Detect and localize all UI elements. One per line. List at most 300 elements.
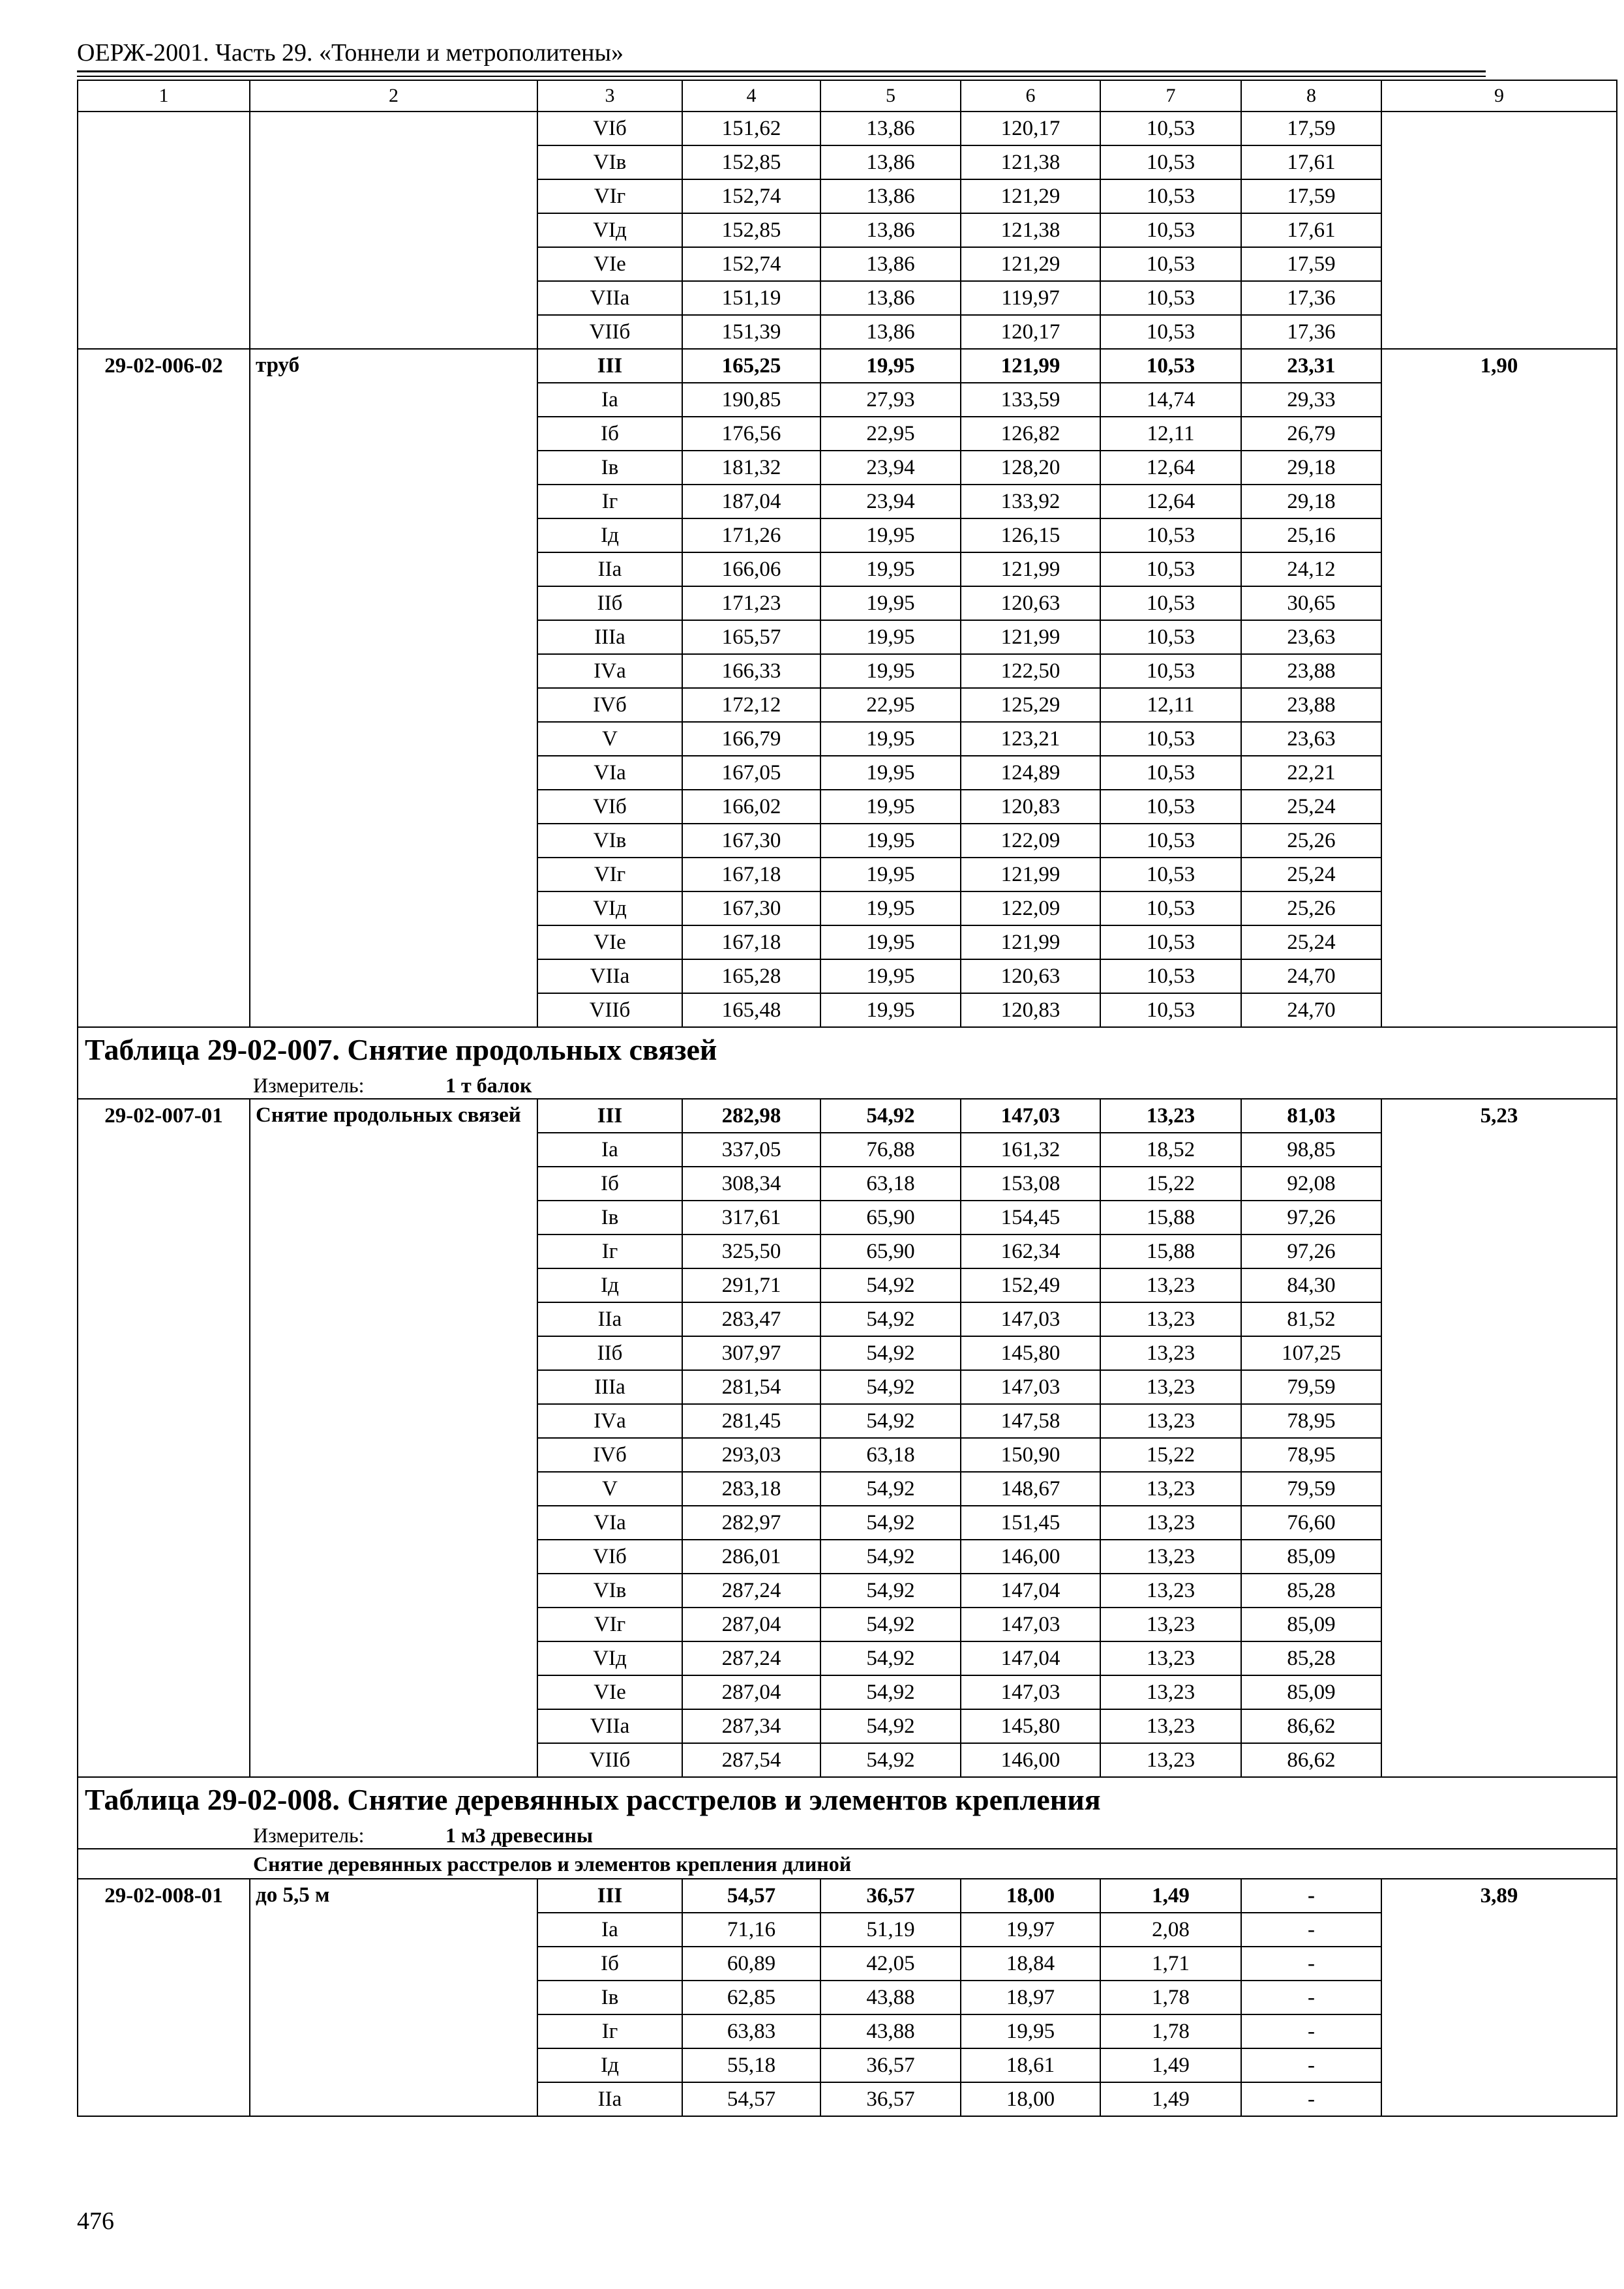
item-name: до 5,5 м [250,1879,537,2116]
value-cell: 13,23 [1100,1608,1241,1641]
value-cell: 10,53 [1100,858,1241,891]
value-cell: 60,89 [682,1947,820,1981]
table-title: Таблица 29-02-008. Снятие деревянных расстрелов и элементов крепления [78,1777,1617,1822]
value-cell: - [1241,2048,1381,2082]
zone-code: IIIа [537,620,682,654]
zone-code: IIIа [537,1370,682,1404]
value-cell: 54,92 [820,1370,961,1404]
value-cell: 29,18 [1241,451,1381,485]
value-cell: - [1241,1947,1381,1981]
value-cell: 24,70 [1241,959,1381,993]
value-cell: 15,22 [1100,1438,1241,1472]
value-cell: 54,92 [820,1641,961,1675]
value-cell: 13,23 [1100,1268,1241,1302]
value-cell: 13,23 [1100,1370,1241,1404]
value-cell: 18,52 [1100,1133,1241,1167]
zone-code: Iб [537,1947,682,1981]
value-cell: 121,99 [961,925,1100,959]
value-cell: 85,28 [1241,1641,1381,1675]
value-cell: 166,06 [682,552,820,586]
value-cell: 10,53 [1100,722,1241,756]
value-cell: 133,92 [961,485,1100,518]
value-cell: 13,23 [1100,1506,1241,1540]
value-cell: 121,99 [961,552,1100,586]
value-cell: 282,97 [682,1506,820,1540]
value-cell: 14,74 [1100,383,1241,417]
value-cell: 54,92 [820,1099,961,1133]
value-cell: 10,53 [1100,213,1241,247]
table-title-row [78,1777,1617,1822]
value-cell: 54,92 [820,1268,961,1302]
value-cell: 152,74 [682,247,820,281]
value-cell: 10,53 [1100,824,1241,858]
value-cell: 287,24 [682,1641,820,1675]
value-cell: 153,08 [961,1167,1100,1201]
value-cell: 85,09 [1241,1675,1381,1709]
value-cell: 36,57 [820,2082,961,2116]
column-number: 5 [820,80,961,112]
value-cell: 125,29 [961,688,1100,722]
value-cell: 147,03 [961,1675,1100,1709]
value-cell: 25,24 [1241,858,1381,891]
value-cell: 165,48 [682,993,820,1027]
value-cell: 120,17 [961,315,1100,349]
value-cell: 152,85 [682,145,820,179]
value-cell: 13,23 [1100,1404,1241,1438]
value-cell: 10,53 [1100,620,1241,654]
measure-label: Измеритель: [253,1823,365,1847]
column-number: 1 [78,80,250,112]
value-cell: 29,33 [1241,383,1381,417]
zone-code: Iа [537,1913,682,1947]
value-cell: 121,38 [961,145,1100,179]
value-cell: 54,92 [820,1506,961,1540]
value-cell: 151,39 [682,315,820,349]
value-cell: 287,04 [682,1608,820,1641]
value-cell: 19,95 [820,620,961,654]
value-cell: 19,95 [820,925,961,959]
value-cell: 13,86 [820,281,961,315]
table-title-row [78,1027,1617,1072]
value-cell: 79,59 [1241,1472,1381,1506]
zone-code: VIа [537,1506,682,1540]
value-cell: 121,99 [961,349,1100,383]
extra-value: 5,23 [1381,1099,1617,1777]
zone-code: Iб [537,1167,682,1201]
value-cell: 23,31 [1241,349,1381,383]
zone-code: Iг [537,2014,682,2048]
extra-value: 1,90 [1381,349,1617,1027]
value-cell: 23,88 [1241,654,1381,688]
value-cell: 19,95 [820,891,961,925]
value-cell: 19,95 [820,756,961,790]
column-number: 9 [1381,80,1617,112]
value-cell: 54,57 [682,2082,820,2116]
value-cell: 325,50 [682,1234,820,1268]
value-cell: 30,65 [1241,586,1381,620]
value-cell: 165,25 [682,349,820,383]
zone-code: Iв [537,451,682,485]
column-number: 2 [250,80,537,112]
zone-code: VIе [537,1675,682,1709]
zone-code: VIб [537,1540,682,1574]
subheading: Снятие деревянных расстрелов и элементов крепления длиной [78,1849,1617,1879]
value-cell: 121,29 [961,179,1100,213]
measure-value: 1 т балок [445,1073,532,1097]
value-cell: 166,79 [682,722,820,756]
value-cell: 287,24 [682,1574,820,1608]
value-cell: 13,23 [1100,1336,1241,1370]
value-cell: 18,97 [961,1981,1100,2014]
value-cell: 76,60 [1241,1506,1381,1540]
value-cell: 10,53 [1100,891,1241,925]
zone-code: VIв [537,824,682,858]
value-cell: 51,19 [820,1913,961,1947]
zone-code: IIа [537,552,682,586]
value-cell: 167,18 [682,925,820,959]
value-cell: 54,92 [820,1743,961,1777]
value-cell: 36,57 [820,2048,961,2082]
value-cell: 54,92 [820,1675,961,1709]
value-cell: 86,62 [1241,1743,1381,1777]
value-cell: 166,02 [682,790,820,824]
value-cell: 15,88 [1100,1234,1241,1268]
value-cell: - [1241,1913,1381,1947]
item-name [250,112,537,349]
value-cell: 54,92 [820,1404,961,1438]
value-cell: 86,62 [1241,1709,1381,1743]
value-cell: 120,83 [961,790,1100,824]
value-cell: 10,53 [1100,756,1241,790]
value-cell: 10,53 [1100,993,1241,1027]
value-cell: 152,85 [682,213,820,247]
value-cell: 10,53 [1100,349,1241,383]
value-cell: 12,64 [1100,485,1241,518]
value-cell: 15,88 [1100,1201,1241,1234]
zone-code: Iг [537,1234,682,1268]
value-cell: 25,24 [1241,925,1381,959]
header-rule-thin [77,76,1486,77]
zone-code: Iд [537,2048,682,2082]
value-cell: 10,53 [1100,179,1241,213]
value-cell: 13,23 [1100,1472,1241,1506]
value-cell: 337,05 [682,1133,820,1167]
value-cell: 65,90 [820,1201,961,1234]
value-cell: 54,92 [820,1472,961,1506]
zone-code: VIIб [537,315,682,349]
item-name: труб [250,349,537,1027]
value-cell: 126,15 [961,518,1100,552]
value-cell: 19,95 [820,790,961,824]
value-cell: - [1241,1879,1381,1913]
zone-code: VIд [537,213,682,247]
value-cell: 10,53 [1100,925,1241,959]
value-cell: 54,92 [820,1608,961,1641]
value-cell: 19,95 [820,722,961,756]
value-cell: 307,97 [682,1336,820,1370]
zone-code: III [537,1879,682,1913]
value-cell: - [1241,2014,1381,2048]
value-cell: 81,03 [1241,1099,1381,1133]
value-cell: 17,59 [1241,112,1381,145]
value-cell: 10,53 [1100,518,1241,552]
value-cell: 19,95 [820,349,961,383]
value-cell: 24,12 [1241,552,1381,586]
value-cell: 10,53 [1100,315,1241,349]
zone-code: VIд [537,1641,682,1675]
value-cell: 19,95 [961,2014,1100,2048]
value-cell: 172,12 [682,688,820,722]
value-cell: 287,54 [682,1743,820,1777]
table-row [78,1099,1617,1133]
value-cell: 281,54 [682,1370,820,1404]
value-cell: 13,23 [1100,1743,1241,1777]
column-number: 7 [1100,80,1241,112]
value-cell: 167,18 [682,858,820,891]
value-cell: 286,01 [682,1540,820,1574]
measure-label: Измеритель: [253,1073,365,1097]
value-cell: 167,05 [682,756,820,790]
value-cell: 146,00 [961,1743,1100,1777]
value-cell: 19,95 [820,654,961,688]
value-cell: 1,78 [1100,1981,1241,2014]
value-cell: 167,30 [682,824,820,858]
value-cell: 19,95 [820,552,961,586]
value-cell: 12,64 [1100,451,1241,485]
value-cell: 13,86 [820,315,961,349]
value-cell: 13,86 [820,145,961,179]
zone-code: IIа [537,2082,682,2116]
zone-code: Iа [537,383,682,417]
column-number-row [78,80,1617,112]
value-cell: 13,23 [1100,1540,1241,1574]
zone-code: III [537,349,682,383]
value-cell: 120,83 [961,993,1100,1027]
value-cell: 121,29 [961,247,1100,281]
measure-value: 1 м3 древесины [445,1823,593,1847]
value-cell: 171,23 [682,586,820,620]
value-cell: 167,30 [682,891,820,925]
zone-code: V [537,1472,682,1506]
value-cell: 13,86 [820,247,961,281]
zone-code: III [537,1099,682,1133]
value-cell: 154,45 [961,1201,1100,1234]
zone-code: Iа [537,1133,682,1167]
item-code: 29-02-008-01 [78,1879,250,2116]
value-cell: 10,53 [1100,586,1241,620]
value-cell: 85,28 [1241,1574,1381,1608]
value-cell: 19,95 [820,824,961,858]
value-cell: 43,88 [820,2014,961,2048]
column-number: 3 [537,80,682,112]
value-cell: 1,78 [1100,2014,1241,2048]
column-number: 4 [682,80,820,112]
value-cell: 78,95 [1241,1404,1381,1438]
value-cell: 128,20 [961,451,1100,485]
value-cell: 162,34 [961,1234,1100,1268]
value-cell: 63,83 [682,2014,820,2048]
value-cell: 25,24 [1241,790,1381,824]
rates-table [77,80,1617,2117]
value-cell: 23,88 [1241,688,1381,722]
zone-code: VIг [537,858,682,891]
value-cell: 317,61 [682,1201,820,1234]
value-cell: 165,28 [682,959,820,993]
value-cell: 26,79 [1241,417,1381,451]
value-cell: 283,47 [682,1302,820,1336]
value-cell: 17,36 [1241,281,1381,315]
extra-value: 3,89 [1381,1879,1617,2116]
zone-code: IIб [537,1336,682,1370]
zone-code: VIIб [537,1743,682,1777]
zone-code: VIе [537,925,682,959]
value-cell: 55,18 [682,2048,820,2082]
value-cell: 120,17 [961,112,1100,145]
zone-code: IIб [537,586,682,620]
value-cell: 291,71 [682,1268,820,1302]
value-cell: 10,53 [1100,552,1241,586]
value-cell: 17,61 [1241,213,1381,247]
zone-code: Iб [537,417,682,451]
value-cell: 161,32 [961,1133,1100,1167]
value-cell: 18,00 [961,1879,1100,1913]
zone-code: VIб [537,112,682,145]
zone-code: VIIб [537,993,682,1027]
zone-code: VIв [537,1574,682,1608]
column-number: 6 [961,80,1100,112]
zone-code: VIг [537,179,682,213]
zone-code: VIе [537,247,682,281]
zone-code: IVб [537,688,682,722]
value-cell: 122,09 [961,891,1100,925]
value-cell: 54,92 [820,1709,961,1743]
value-cell: 10,53 [1100,112,1241,145]
zone-code: IVа [537,1404,682,1438]
value-cell: 79,59 [1241,1370,1381,1404]
value-cell: 147,03 [961,1302,1100,1336]
zone-code: VIIа [537,281,682,315]
zone-code: IVа [537,654,682,688]
value-cell: 63,18 [820,1438,961,1472]
page-header: ОЕРЖ-2001. Часть 29. «Тоннели и метрополитены» [77,39,624,67]
value-cell: 76,88 [820,1133,961,1167]
value-cell: 124,89 [961,756,1100,790]
value-cell: 147,03 [961,1099,1100,1133]
zone-code: Iг [537,485,682,518]
value-cell: 19,95 [820,959,961,993]
value-cell: 13,86 [820,112,961,145]
value-cell: 152,74 [682,179,820,213]
value-cell: 42,05 [820,1947,961,1981]
value-cell: 10,53 [1100,959,1241,993]
value-cell: 151,45 [961,1506,1100,1540]
value-cell: 18,00 [961,2082,1100,2116]
value-cell: 147,03 [961,1608,1100,1641]
value-cell: 15,22 [1100,1167,1241,1201]
value-cell: 121,38 [961,213,1100,247]
value-cell: 148,67 [961,1472,1100,1506]
value-cell: 18,84 [961,1947,1100,1981]
value-cell: 133,59 [961,383,1100,417]
value-cell: 85,09 [1241,1608,1381,1641]
zone-code: Iд [537,1268,682,1302]
value-cell: 54,57 [682,1879,820,1913]
measure-row [78,1822,1617,1849]
table-title: Таблица 29-02-007. Снятие продольных связей [78,1027,1617,1072]
value-cell: 1,49 [1100,2082,1241,2116]
value-cell: 85,09 [1241,1540,1381,1574]
value-cell: - [1241,2082,1381,2116]
zone-code: VIг [537,1608,682,1641]
value-cell: 190,85 [682,383,820,417]
value-cell: 119,97 [961,281,1100,315]
value-cell: 17,36 [1241,315,1381,349]
zone-code: Iв [537,1981,682,2014]
value-cell: 25,16 [1241,518,1381,552]
value-cell: 120,63 [961,959,1100,993]
value-cell: 10,53 [1100,790,1241,824]
value-cell: 92,08 [1241,1167,1381,1201]
value-cell: 13,23 [1100,1709,1241,1743]
value-cell: 1,49 [1100,2048,1241,2082]
value-cell: 19,95 [820,858,961,891]
value-cell: 27,93 [820,383,961,417]
measure-cell [78,1822,1617,1849]
value-cell: 25,26 [1241,891,1381,925]
column-number: 8 [1241,80,1381,112]
value-cell: 36,57 [820,1879,961,1913]
table-row [78,112,1617,145]
value-cell: 17,59 [1241,179,1381,213]
value-cell: 17,59 [1241,247,1381,281]
zone-code: Iд [537,518,682,552]
value-cell: 1,49 [1100,1879,1241,1913]
value-cell: 10,53 [1100,654,1241,688]
measure-row [78,1072,1617,1099]
value-cell: 10,53 [1100,281,1241,315]
zone-code: Iв [537,1201,682,1234]
value-cell: 145,80 [961,1709,1100,1743]
value-cell: 78,95 [1241,1438,1381,1472]
value-cell: 293,03 [682,1438,820,1472]
header-rule [77,70,1486,72]
value-cell: 97,26 [1241,1234,1381,1268]
value-cell: 147,04 [961,1641,1100,1675]
value-cell: 12,11 [1100,417,1241,451]
value-cell: 19,95 [820,586,961,620]
table-row [78,1879,1617,1913]
value-cell: 17,61 [1241,145,1381,179]
value-cell: 65,90 [820,1234,961,1268]
value-cell: 121,99 [961,620,1100,654]
value-cell: 122,09 [961,824,1100,858]
value-cell: 54,92 [820,1336,961,1370]
item-name: Снятие продольных связей [250,1099,537,1777]
value-cell: 84,30 [1241,1268,1381,1302]
value-cell: 146,00 [961,1540,1100,1574]
value-cell: 19,97 [961,1913,1100,1947]
value-cell: 152,49 [961,1268,1100,1302]
value-cell: 22,95 [820,417,961,451]
value-cell: 23,94 [820,451,961,485]
table-row [78,349,1617,383]
value-cell: 145,80 [961,1336,1100,1370]
value-cell: 13,23 [1100,1641,1241,1675]
value-cell: 13,23 [1100,1099,1241,1133]
value-cell: 10,53 [1100,145,1241,179]
zone-code: VIб [537,790,682,824]
zone-code: V [537,722,682,756]
